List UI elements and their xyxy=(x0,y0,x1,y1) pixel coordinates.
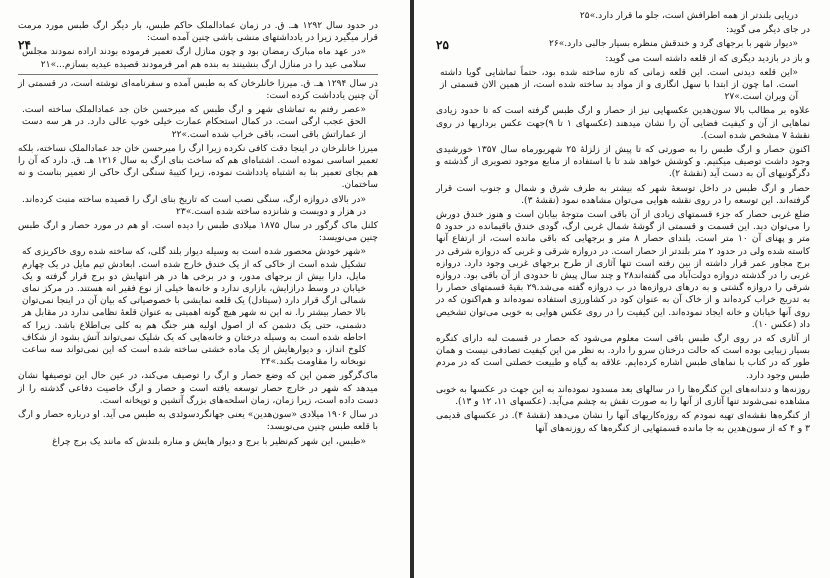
body-paragraph: در حدود سال ۱۲۹۲ هـ. ق. در زمان عمادالملک حاکم طبس، بار دیگر ارگ طبس مورد مرمت قرار میگیرد زیرا در یادداشتهای منشی باشی چنین آمده است: xyxy=(18,21,378,44)
body-paragraph: حصار و ارگ طبس در داخل توسعهٔ شهر که بیشتر به طرف شرق و شمال و جنوب است قرار گرفته‌اند. این توسعه را در روی نقشه هوایی می‌توان مشاهده نمود (نقشهٔ ۳). xyxy=(436,183,810,206)
body-paragraph: از کنگره‌ها نقشه‌ای تهیه نمودم که روزه‌کاریهای آنها را نشان می‌دهد (نقشهٔ ۴). در عکسهای قدیمی ۳ و ۴ که از سون‌هدین به جا مانده قسمتهایی از کنگره‌ها که روزنه‌های آنها xyxy=(436,411,810,434)
page-number: ۲۵ xyxy=(436,38,449,52)
quoted-paragraph: دریایی بلندتر از همه اطرافش است، جلو ما قرار دارد.»۲۵ xyxy=(579,11,798,21)
body-paragraph: اکنون حصار و ارگ طبس را به صورتی که تا پیش از زلزلهٔ ۲۵ شهریورماه سال ۱۳۵۷ خورشیدی وجود داشت توصیف میکنیم. و کوشش خواهد شد تا با استفاده از منابع موجود تصویری از گذشته و دگرگونیهای آن به دست آید (نقشهٔ ۲). xyxy=(436,145,811,180)
body-paragraph: در سال ۱۲۹۴ هـ. ق. میرزا خانلرخان که به طبس آمده و سفرنامه‌ای نوشته است، در قسمتی از آن چنین یادداشت کرده است: xyxy=(18,78,378,102)
quoted-paragraph: «در عهد ماه مبارک رمضان بود و چون منازل ارگ تعمیر فرموده بودند اراده نمودند مجلس سلامی عید را در منازل ارگ بنشینند به بنده هم امر فرمودند قصیده عیدیه بسازم...»۲۱ xyxy=(22,47,366,70)
quoted-paragraph: «دیوار شهر با برجهای گرد و خندقش منظره بسیار جالبی دارد.»۲۶ xyxy=(548,39,798,50)
section-divider xyxy=(18,74,378,75)
left-page-text xyxy=(18,20,378,450)
body-paragraph: در سال ۱۹۰۶ میلادی «سون‌هدین» یعنی جهانگردسوئدی به طبس می آید. او درباره حصار و ارگ با قلعه طبس چنین می‌نویسد: xyxy=(18,410,378,433)
quoted-paragraph: «این قلعه دیدنی است. این قلعه زمانی که تازه ساخته شده بود، حتماً تماشایی گویا داشته است. اما چون از ابتدا با سهل انگاری و از مواد بد ساخته شده است، از همین الان قسمتی از آن ویران است.»۲۷ xyxy=(440,67,798,103)
body-paragraph: در جای دیگر می گوید: xyxy=(726,25,810,36)
left-page xyxy=(0,0,410,578)
quoted-paragraph: «عصر رفتم به تماشای شهر و ارگ طبس که میرحسن خان جد عمادالملک ساخته است. الحق عجب ارگی است. در کمال استحکام عمارت خیلی خوب عالی دارد. در هر سه دست از عماراتش باقی است، باقی خراب شده است.»۲۲ xyxy=(22,105,366,140)
body-paragraph: علاوه بر مطالب بالا سون‌هدین عکسهایی نیز از حصار و ارگ طبس گرفته است که تا حدود زیادی نماهایی از آن و کیفیت فضایی آن را نشان میدهند (عکسهای ۱ تا ۹)جهت عکس برداریها در روی نقشهٔ ۷ مشخص شده است). xyxy=(436,106,810,141)
body-paragraph: از آثاری که در روی ارگ طبس باقی است معلوم می‌شود که حصار در قسمت لبه دارای کنگره بسیار زیبایی بوده است که حالت درختان سرو را دارد. به نظر من این کیفیت تصادفی نیست و همان طور که در کتاب با نماهای طبس اشاره کرده‌ایم. علاقه به گیاه و طبیعت خصلتی است که در مردم طبس وجود دارد. xyxy=(436,334,810,381)
quoted-paragraph: «شهر خودش محصور شده است به وسیله دیوار بلند گلی، که ساخته شده روی خاکریزی که تشکیل شده است از خاکی که از یک خندق خارج شده است. ابعادش تیم مایل در یک چهارم مایل، دارا بیش از برجهای مدور، و در برخی ها در هر انتهایش دو برج قرار گرفته و یک خیابان در وسط درازایش، بازاری ندارد و خانه‌ها خیلی از نوع فقیر انه هستند. در مرکز نمای شمالی ارگ قرار دارد (سیتادل) یک قلعه نمایشی با خصوصیاتی که بیان آن در اینجا نمی‌توان بالا حصار بیشتر را. نه این نه شهر هیچ گونه اهمیتی به عنوان قلعهٔ نظامی ندارد در مقابل هر دشمنی، حتی یک دشمن که از اصول اولیه هنر جنگ هم به کلی بی‌اطلاع باشد. زیرا که احاطه شده است به وسیله درختان و خانه‌هایی که یک شلیک نمی‌تواند آتش بشود از شکاف کلوخ انداز، و دیوارهایش از یک ماده خشتی ساخته شده است که این نمی‌تواند سه ساعت نوبخانه را مقاومت بکند.»۲۴ xyxy=(22,247,366,368)
body-paragraph: روزنه‌ها و دندانه‌های این کنگره‌ها را در سالهای بعد مسدود نموده‌اند به این جهت در عکسها به خوبی مشاهده نمی‌شوند تنها آثاری از آنها را به صورت نقش به چشم می‌آید. (عکسهای ۱۱، ۱۲ و ۱۳). xyxy=(436,384,810,408)
page-number: ۲۴ xyxy=(18,38,31,52)
body-paragraph: کلنل ماک گرگور در سال ۱۸۷۵ میلادی طبس را دیده است. او هم در مورد حصار و ارگ طبس چنین می‌نویسد: xyxy=(18,221,378,244)
body-paragraph: و باز در بازدید دیگری که از قلعه داشته است می گوید: xyxy=(605,53,810,64)
body-paragraph: ضلع غربی حصار که جزء قسمتهای زیادی از آن باقی است متوجهٔ بیابان است و هنوز خندق دورش را می‌توان دید. این قسمت و قسمتی از گوشهٔ شمال غربی ارگ، گودی خندق باقیمانده در حدود ۵ متر و پهنای آن ۱۰ متر است. بلندای حصار ۸ متر و برجهایی که باقی مانده است، از ارتفاع آنها کاسته شده ولی در حدود ۲ متر بلندتر از حصار است. در دروازه شرقی و غربی که دروازه شرقی در برج مجاور عمر قرار داشته از بین رفته است تنها آثاری از طرح برجهای غربی وجود دارد. دروازه غربی را در گذشته دروازه دولت‌آباد می گفته‌اند۲۸ و چند سال پیش تا حدودی از آن باقی بود. دروازه شرقی را دروازه گشتی و به درهای دروازه‌ها در ب دروازه گفته می‌شد.۲۹ بقیهٔ قسمتهای حصار را به تدریج خراب کرده‌اند و از خاک آن به عنوان کود در کشاورزی استفاده نموده‌اند و هم‌اکنون که در روی آنها خیابان و خانه ایجاد نموده‌اند. این کیفیت را در روی عکس هوایی به خوبی می‌توان تشخیص داد (عکس ۱۰). xyxy=(436,210,811,330)
quoted-paragraph: «طبس، این شهر کم‌نظیر با برج و دیوار هایش و مناره بلندش که مانند یک برج چراغ xyxy=(52,436,366,447)
right-page xyxy=(414,0,830,578)
quoted-paragraph: «در بالای دروازه ارگ، سنگی نصب است که تاریخ بنای ارگ را قصیده ساخته منبت کرده‌اند. در هزار و دویست و شانزده ساخته شده است.»۲۳ xyxy=(22,194,366,217)
right-page-text xyxy=(436,10,810,437)
body-paragraph: ماک‌گرگور ضمن این که وضع حصار و ارگ را توصیف می‌کند، در عین حال این توصیفها نشان میدهد که شهر در خارج حصار توسعه یافته است و حصار و ارگ خاصیت دفاعی گذشته را از دست داده است، زیرا زمان، زمان اسلحه‌های بزرگ آتشین و توپخانه است. xyxy=(18,371,378,406)
body-paragraph: میرزا خانلرخان در اینجا دقت کافی نکرده زیرا ارگ را میرحسن خان جد عمادالملک نساخته، بلکه تعمیر اساسی نموده است. اشتباه‌ای هم که ساخت بنای ارگ به سال ۱۲۱۶ هـ. ق. دارد که آن را هم بجای تعمیر بنا به اشتباه یادداشت نموده، زیرا کتیبهٔ سنگی ارگ حاکی از تعمیر بناست و نه ساختمان. xyxy=(18,143,378,191)
